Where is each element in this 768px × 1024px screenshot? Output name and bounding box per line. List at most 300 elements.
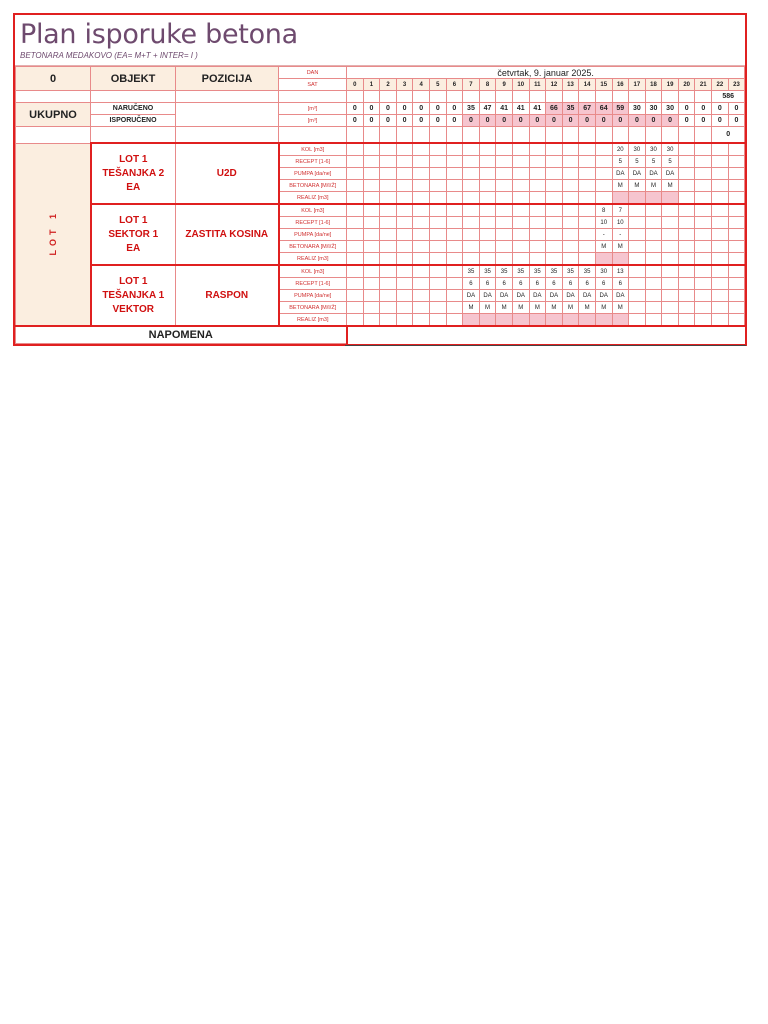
value-cell[interactable] — [629, 241, 646, 253]
value-cell[interactable] — [728, 192, 745, 205]
table-cell[interactable] — [429, 127, 446, 144]
value-cell[interactable] — [662, 278, 679, 290]
hour-cell[interactable]: 2 — [380, 79, 397, 91]
value-cell[interactable] — [446, 192, 463, 205]
value-cell[interactable] — [413, 180, 430, 192]
value-cell[interactable]: 5 — [645, 156, 662, 168]
value-cell[interactable] — [662, 265, 679, 278]
isporuceno-cell[interactable]: 0 — [678, 115, 695, 127]
value-cell[interactable]: 6 — [496, 278, 513, 290]
value-cell[interactable] — [695, 229, 712, 241]
isporuceno-cell[interactable]: 0 — [363, 115, 380, 127]
naruceno-cell[interactable]: 0 — [678, 103, 695, 115]
value-cell[interactable] — [396, 265, 413, 278]
value-cell[interactable] — [695, 156, 712, 168]
value-cell[interactable] — [579, 180, 596, 192]
value-cell[interactable] — [712, 253, 729, 266]
value-cell[interactable]: 6 — [529, 278, 546, 290]
value-cell[interactable] — [728, 290, 745, 302]
value-cell[interactable] — [363, 217, 380, 229]
value-cell[interactable] — [463, 204, 480, 217]
table-cell[interactable] — [413, 91, 430, 103]
value-cell[interactable]: 10 — [612, 217, 629, 229]
value-cell[interactable] — [712, 217, 729, 229]
pozicija-cell[interactable]: ZASTITA KOSINA — [176, 204, 279, 265]
value-cell[interactable] — [413, 302, 430, 314]
value-cell[interactable] — [662, 302, 679, 314]
value-cell[interactable] — [479, 156, 496, 168]
value-cell[interactable] — [463, 180, 480, 192]
value-cell[interactable] — [612, 192, 629, 205]
value-cell[interactable] — [629, 204, 646, 217]
value-cell[interactable] — [446, 278, 463, 290]
value-cell[interactable] — [413, 192, 430, 205]
hour-cell[interactable]: 10 — [512, 79, 529, 91]
row-label[interactable]: REALIZ [m3] — [279, 253, 347, 266]
value-cell[interactable]: M — [512, 302, 529, 314]
value-cell[interactable] — [463, 192, 480, 205]
value-cell[interactable] — [712, 229, 729, 241]
value-cell[interactable] — [695, 302, 712, 314]
naruceno-cell[interactable]: 0 — [347, 103, 364, 115]
naruceno-unit[interactable]: [m³] — [279, 103, 347, 115]
value-cell[interactable] — [579, 156, 596, 168]
value-cell[interactable] — [347, 229, 364, 241]
value-cell[interactable]: DA — [529, 290, 546, 302]
naruceno-cell[interactable]: 0 — [446, 103, 463, 115]
hour-cell[interactable]: 6 — [446, 79, 463, 91]
value-cell[interactable]: 35 — [512, 265, 529, 278]
table-cell[interactable] — [612, 127, 629, 144]
table-cell[interactable] — [446, 127, 463, 144]
value-cell[interactable] — [695, 204, 712, 217]
value-cell[interactable]: 6 — [479, 278, 496, 290]
table-cell[interactable] — [380, 91, 397, 103]
table-cell[interactable] — [562, 127, 579, 144]
value-cell[interactable] — [712, 192, 729, 205]
isporuceno-label[interactable]: ISPORUČENO — [91, 115, 176, 127]
isporuceno-cell[interactable]: 0 — [380, 115, 397, 127]
value-cell[interactable]: 10 — [595, 217, 612, 229]
value-cell[interactable] — [728, 217, 745, 229]
value-cell[interactable]: 6 — [463, 278, 480, 290]
value-cell[interactable]: 30 — [595, 265, 612, 278]
row-label[interactable]: KOL [m3] — [279, 143, 347, 156]
value-cell[interactable]: M — [612, 180, 629, 192]
value-cell[interactable] — [695, 217, 712, 229]
value-cell[interactable] — [595, 192, 612, 205]
table-cell[interactable] — [363, 127, 380, 144]
value-cell[interactable] — [396, 290, 413, 302]
value-cell[interactable] — [579, 229, 596, 241]
value-cell[interactable] — [429, 217, 446, 229]
value-cell[interactable] — [479, 241, 496, 253]
value-cell[interactable]: M — [645, 180, 662, 192]
value-cell[interactable]: 35 — [546, 265, 563, 278]
value-cell[interactable] — [380, 192, 397, 205]
table-cell[interactable] — [91, 127, 176, 144]
value-cell[interactable]: M — [496, 302, 513, 314]
table-cell[interactable] — [678, 127, 695, 144]
row-label[interactable]: RECEPT [1-6] — [279, 217, 347, 229]
table-cell[interactable] — [579, 127, 596, 144]
value-cell[interactable] — [562, 217, 579, 229]
value-cell[interactable] — [612, 314, 629, 327]
value-cell[interactable]: 35 — [479, 265, 496, 278]
naruceno-cell[interactable]: 64 — [595, 103, 612, 115]
value-cell[interactable] — [396, 204, 413, 217]
isporuceno-cell[interactable]: 0 — [463, 115, 480, 127]
value-cell[interactable] — [712, 241, 729, 253]
value-cell[interactable]: DA — [629, 168, 646, 180]
value-cell[interactable] — [363, 253, 380, 266]
row-label[interactable]: BETONARA [M/I/Ž] — [279, 241, 347, 253]
value-cell[interactable] — [662, 314, 679, 327]
value-cell[interactable] — [595, 253, 612, 266]
value-cell[interactable] — [695, 290, 712, 302]
value-cell[interactable]: DA — [645, 168, 662, 180]
value-cell[interactable]: DA — [662, 168, 679, 180]
value-cell[interactable] — [463, 143, 480, 156]
value-cell[interactable]: 6 — [562, 278, 579, 290]
value-cell[interactable] — [678, 265, 695, 278]
isporuceno-cell[interactable]: 0 — [629, 115, 646, 127]
table-cell[interactable] — [16, 91, 91, 103]
naruceno-cell[interactable]: 35 — [562, 103, 579, 115]
hour-cell[interactable]: 12 — [546, 79, 563, 91]
value-cell[interactable] — [678, 143, 695, 156]
ukupno-label[interactable]: UKUPNO — [16, 103, 91, 127]
hour-cell[interactable]: 15 — [595, 79, 612, 91]
value-cell[interactable]: 30 — [662, 143, 679, 156]
table-cell[interactable] — [512, 91, 529, 103]
isporuceno-cell[interactable]: 0 — [512, 115, 529, 127]
isporuceno-cell[interactable]: 0 — [612, 115, 629, 127]
value-cell[interactable] — [380, 180, 397, 192]
value-cell[interactable]: DA — [562, 290, 579, 302]
header-sat-label[interactable]: SAT — [279, 79, 347, 91]
table-cell[interactable] — [645, 91, 662, 103]
value-cell[interactable] — [363, 229, 380, 241]
value-cell[interactable]: 6 — [546, 278, 563, 290]
naruceno-cell[interactable]: 47 — [479, 103, 496, 115]
value-cell[interactable] — [678, 229, 695, 241]
value-cell[interactable] — [662, 204, 679, 217]
value-cell[interactable] — [363, 241, 380, 253]
naruceno-cell[interactable]: 0 — [380, 103, 397, 115]
value-cell[interactable] — [396, 314, 413, 327]
value-cell[interactable] — [546, 180, 563, 192]
value-cell[interactable]: 5 — [612, 156, 629, 168]
value-cell[interactable]: M — [529, 302, 546, 314]
value-cell[interactable] — [429, 168, 446, 180]
value-cell[interactable] — [512, 253, 529, 266]
value-cell[interactable] — [645, 241, 662, 253]
value-cell[interactable]: M — [479, 302, 496, 314]
table-cell[interactable] — [662, 127, 679, 144]
value-cell[interactable] — [728, 302, 745, 314]
value-cell[interactable] — [396, 168, 413, 180]
hour-cell[interactable]: 19 — [662, 79, 679, 91]
value-cell[interactable] — [595, 314, 612, 327]
row-label[interactable]: RECEPT [1-6] — [279, 156, 347, 168]
value-cell[interactable] — [678, 180, 695, 192]
value-cell[interactable] — [695, 180, 712, 192]
row-label[interactable]: RECEPT [1-6] — [279, 278, 347, 290]
hour-cell[interactable]: 20 — [678, 79, 695, 91]
value-cell[interactable] — [347, 241, 364, 253]
isporuceno-total[interactable]: 0 — [712, 127, 745, 144]
value-cell[interactable] — [529, 156, 546, 168]
value-cell[interactable] — [363, 302, 380, 314]
value-cell[interactable] — [363, 265, 380, 278]
value-cell[interactable] — [347, 204, 364, 217]
hour-cell[interactable]: 5 — [429, 79, 446, 91]
value-cell[interactable] — [380, 302, 397, 314]
value-cell[interactable] — [712, 168, 729, 180]
value-cell[interactable] — [347, 265, 364, 278]
value-cell[interactable] — [695, 265, 712, 278]
naruceno-cell[interactable]: 67 — [579, 103, 596, 115]
value-cell[interactable]: 35 — [529, 265, 546, 278]
value-cell[interactable] — [712, 314, 729, 327]
value-cell[interactable] — [546, 241, 563, 253]
value-cell[interactable] — [562, 168, 579, 180]
value-cell[interactable] — [446, 314, 463, 327]
value-cell[interactable] — [579, 192, 596, 205]
value-cell[interactable] — [678, 290, 695, 302]
row-label[interactable]: KOL [m3] — [279, 265, 347, 278]
value-cell[interactable] — [396, 253, 413, 266]
isporuceno-cell[interactable]: 0 — [413, 115, 430, 127]
value-cell[interactable] — [446, 290, 463, 302]
isporuceno-cell[interactable]: 0 — [496, 115, 513, 127]
row-label[interactable]: PUMPA [da/ne] — [279, 290, 347, 302]
value-cell[interactable] — [446, 168, 463, 180]
table-cell[interactable] — [279, 91, 347, 103]
value-cell[interactable] — [496, 143, 513, 156]
value-cell[interactable] — [429, 241, 446, 253]
value-cell[interactable] — [363, 168, 380, 180]
table-cell[interactable] — [176, 103, 279, 127]
row-label[interactable]: REALIZ [m3] — [279, 192, 347, 205]
value-cell[interactable] — [678, 204, 695, 217]
table-cell[interactable] — [595, 127, 612, 144]
value-cell[interactable] — [695, 241, 712, 253]
isporuceno-cell[interactable]: 0 — [579, 115, 596, 127]
value-cell[interactable] — [695, 314, 712, 327]
value-cell[interactable] — [645, 192, 662, 205]
value-cell[interactable] — [446, 180, 463, 192]
value-cell[interactable] — [546, 192, 563, 205]
value-cell[interactable] — [645, 265, 662, 278]
value-cell[interactable] — [479, 143, 496, 156]
value-cell[interactable] — [429, 290, 446, 302]
value-cell[interactable] — [629, 314, 646, 327]
value-cell[interactable] — [712, 204, 729, 217]
row-label[interactable]: BETONARA [M/I/Ž] — [279, 302, 347, 314]
table-cell[interactable] — [546, 91, 563, 103]
table-cell[interactable] — [645, 127, 662, 144]
value-cell[interactable] — [396, 217, 413, 229]
value-cell[interactable] — [629, 253, 646, 266]
value-cell[interactable] — [662, 217, 679, 229]
value-cell[interactable] — [662, 192, 679, 205]
value-cell[interactable] — [579, 217, 596, 229]
value-cell[interactable] — [429, 192, 446, 205]
value-cell[interactable] — [629, 290, 646, 302]
table-cell[interactable] — [629, 127, 646, 144]
value-cell[interactable] — [479, 253, 496, 266]
value-cell[interactable] — [645, 278, 662, 290]
table-cell[interactable] — [429, 91, 446, 103]
value-cell[interactable] — [380, 265, 397, 278]
hour-cell[interactable]: 21 — [695, 79, 712, 91]
value-cell[interactable] — [413, 156, 430, 168]
value-cell[interactable] — [347, 192, 364, 205]
value-cell[interactable] — [380, 314, 397, 327]
isporuceno-cell[interactable]: 0 — [446, 115, 463, 127]
value-cell[interactable] — [413, 168, 430, 180]
value-cell[interactable] — [380, 156, 397, 168]
value-cell[interactable]: 8 — [595, 204, 612, 217]
value-cell[interactable]: DA — [463, 290, 480, 302]
value-cell[interactable] — [396, 229, 413, 241]
value-cell[interactable] — [479, 204, 496, 217]
value-cell[interactable]: M — [612, 241, 629, 253]
value-cell[interactable] — [529, 204, 546, 217]
value-cell[interactable] — [728, 265, 745, 278]
value-cell[interactable]: - — [595, 229, 612, 241]
value-cell[interactable] — [429, 156, 446, 168]
value-cell[interactable] — [479, 217, 496, 229]
header-objekt[interactable]: OBJEKT — [91, 67, 176, 91]
header-dan-label[interactable]: DAN — [279, 67, 347, 79]
value-cell[interactable] — [562, 253, 579, 266]
value-cell[interactable]: 35 — [579, 265, 596, 278]
value-cell[interactable] — [529, 217, 546, 229]
value-cell[interactable]: M — [579, 302, 596, 314]
naruceno-label[interactable]: NARUČENO — [91, 103, 176, 115]
value-cell[interactable] — [380, 290, 397, 302]
value-cell[interactable] — [562, 314, 579, 327]
value-cell[interactable] — [546, 204, 563, 217]
value-cell[interactable] — [413, 278, 430, 290]
value-cell[interactable] — [446, 217, 463, 229]
value-cell[interactable] — [678, 156, 695, 168]
hour-cell[interactable]: 13 — [562, 79, 579, 91]
value-cell[interactable] — [429, 204, 446, 217]
value-cell[interactable]: 6 — [579, 278, 596, 290]
value-cell[interactable] — [512, 180, 529, 192]
naruceno-cell[interactable]: 41 — [529, 103, 546, 115]
table-cell[interactable] — [446, 91, 463, 103]
naruceno-cell[interactable]: 0 — [413, 103, 430, 115]
table-cell[interactable] — [479, 91, 496, 103]
value-cell[interactable] — [579, 143, 596, 156]
value-cell[interactable] — [512, 156, 529, 168]
value-cell[interactable] — [363, 180, 380, 192]
header-date[interactable]: četvrtak, 9. januar 2025. — [347, 67, 745, 79]
hour-cell[interactable]: 4 — [413, 79, 430, 91]
table-cell[interactable] — [529, 91, 546, 103]
value-cell[interactable] — [347, 253, 364, 266]
hour-cell[interactable]: 23 — [728, 79, 745, 91]
table-cell[interactable] — [396, 91, 413, 103]
value-cell[interactable] — [496, 204, 513, 217]
value-cell[interactable] — [645, 302, 662, 314]
hour-cell[interactable]: 8 — [479, 79, 496, 91]
naruceno-cell[interactable]: 30 — [629, 103, 646, 115]
value-cell[interactable] — [546, 314, 563, 327]
value-cell[interactable] — [512, 204, 529, 217]
value-cell[interactable] — [695, 278, 712, 290]
value-cell[interactable] — [429, 229, 446, 241]
value-cell[interactable] — [446, 253, 463, 266]
isporuceno-cell[interactable]: 0 — [562, 115, 579, 127]
value-cell[interactable]: DA — [496, 290, 513, 302]
value-cell[interactable] — [529, 192, 546, 205]
value-cell[interactable] — [463, 241, 480, 253]
value-cell[interactable] — [728, 168, 745, 180]
value-cell[interactable]: 7 — [612, 204, 629, 217]
value-cell[interactable] — [413, 229, 430, 241]
value-cell[interactable] — [363, 314, 380, 327]
value-cell[interactable] — [579, 314, 596, 327]
value-cell[interactable] — [712, 265, 729, 278]
isporuceno-cell[interactable]: 0 — [645, 115, 662, 127]
value-cell[interactable]: DA — [579, 290, 596, 302]
value-cell[interactable] — [363, 156, 380, 168]
value-cell[interactable]: 30 — [629, 143, 646, 156]
value-cell[interactable] — [712, 302, 729, 314]
isporuceno-cell[interactable]: 0 — [595, 115, 612, 127]
value-cell[interactable] — [529, 168, 546, 180]
isporuceno-cell[interactable]: 0 — [396, 115, 413, 127]
value-cell[interactable] — [512, 143, 529, 156]
value-cell[interactable] — [662, 290, 679, 302]
value-cell[interactable] — [380, 204, 397, 217]
value-cell[interactable] — [413, 314, 430, 327]
value-cell[interactable] — [413, 217, 430, 229]
value-cell[interactable] — [546, 168, 563, 180]
value-cell[interactable] — [629, 229, 646, 241]
isporuceno-cell[interactable]: 0 — [546, 115, 563, 127]
value-cell[interactable] — [380, 278, 397, 290]
value-cell[interactable] — [629, 302, 646, 314]
hour-cell[interactable]: 16 — [612, 79, 629, 91]
objekt-cell[interactable] — [91, 265, 176, 326]
hour-cell[interactable]: 14 — [579, 79, 596, 91]
value-cell[interactable] — [429, 143, 446, 156]
value-cell[interactable] — [479, 314, 496, 327]
isporuceno-cell[interactable]: 0 — [429, 115, 446, 127]
value-cell[interactable] — [380, 253, 397, 266]
table-cell[interactable] — [463, 127, 480, 144]
naruceno-cell[interactable]: 41 — [496, 103, 513, 115]
value-cell[interactable]: DA — [595, 290, 612, 302]
value-cell[interactable] — [446, 143, 463, 156]
value-cell[interactable] — [463, 217, 480, 229]
lot-side-label[interactable] — [16, 143, 91, 326]
value-cell[interactable] — [695, 253, 712, 266]
value-cell[interactable] — [347, 302, 364, 314]
value-cell[interactable] — [429, 265, 446, 278]
value-cell[interactable] — [728, 314, 745, 327]
isporuceno-cell[interactable]: 0 — [728, 115, 745, 127]
value-cell[interactable]: M — [629, 180, 646, 192]
value-cell[interactable] — [396, 241, 413, 253]
